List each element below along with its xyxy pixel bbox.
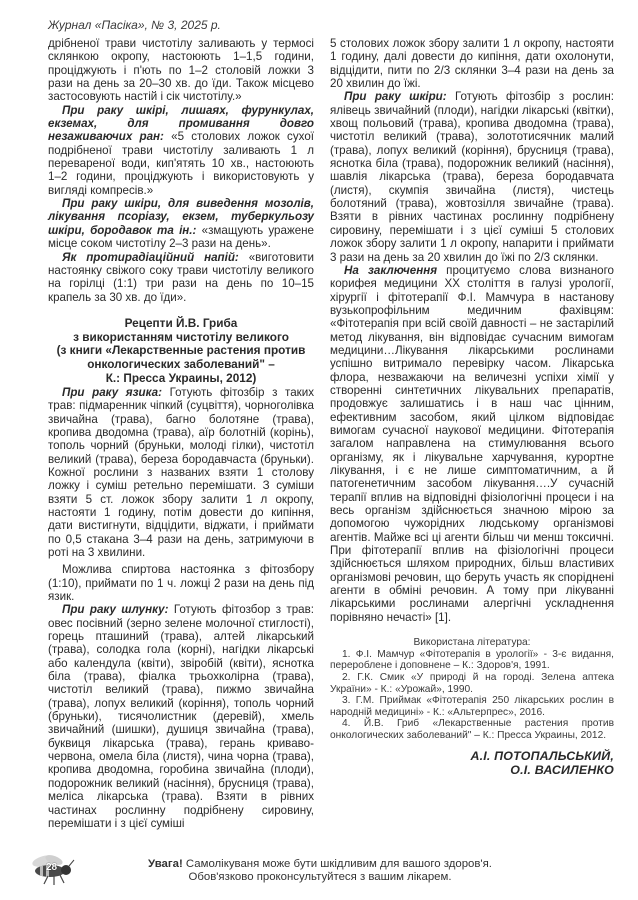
section-title-line: Рецепти Й.В. Гриба <box>124 315 238 330</box>
section-title-line: К.: Пресса Украины, 2012) <box>105 371 257 386</box>
paragraph <box>330 264 614 624</box>
paragraph-text: процитуємо слова визнаного корифея медицини XX століття в галузі урології, хірургії і фітотерапії Ф.І. Мамчура в настанову вузькопрофільним медичним фахівцям: «Фітотерапія при всій своїй давності – не застарілий метод лікування, він відповідає сучасним вимогам медицини…Лікування лікарськими рослинами успішно витримало перевірку часом. Лікарська флора, незважаючи на величезні успіхи хімії у створенні синтетичних лікувальних препаратів, продовжує залишатись і в наш час цінним, ефективним засобом, який цілком відповідає вимогам сучасної наукової медицини. Фітотерапія загалом направлена на стимулювання всього організму, як і лікувальне харчування, курортне лікування, і є не лише симптоматичним, а й патогенетичним засобом лікування….У сучасній терапії вплив на відповідні фізіологічні процеси і на весь організм здійснюється значною мірою за допомогою чужорідних людському організмові агентів. Майже всі ці агенти більш чи менш токсичні. При фітотерапії вплив на фізіологічні процеси здійснюється шляхом природних, більш властивих організмові речовин, що беруть участь як споріднені агенти в обміні речовин. А тому при лікуванні лікарськими рослинами алергічні ускладнення порівняно нечасті» [1]. <box>330 263 614 624</box>
paragraph-lead: При раку шлунку: <box>62 603 169 617</box>
section-title-line: з використанням чистотілу великого <box>73 329 289 344</box>
paragraph-text: «виготовити настоянку свіжого соку трави чистотілу великого на горілці (1:1) три рази на день по 10–15 крапель за 30 хв. до їди». <box>48 250 314 304</box>
left-column <box>48 37 314 830</box>
paragraph-lead: Як протирадіаційний напій: <box>62 250 239 264</box>
reference-item: 3. Г.М. Приймак «Фітотерапія 250 лікарських рослин в народній медицині» - К.: «Альтерпрес», 2016. <box>330 695 614 718</box>
references <box>330 637 614 741</box>
warning-text: Самолікуваня може бути шкідливим для вашого здоров'я. <box>182 858 492 870</box>
paragraph <box>48 386 314 559</box>
paragraph: Можлива спиртова настоянка з фітозбору (1:10), приймати по 1 ч. ложці 2 рази на день під язик. <box>48 563 314 604</box>
references-title: Використана література: <box>413 637 531 649</box>
right-column <box>330 37 614 777</box>
section-title <box>48 317 314 386</box>
paragraph-text: Готують фітозбір з таких трав: підмаренник чіпкий (суцвіття), чорноголівка звичайна (трава), багно болотяне (трава), кропива дводомна (трава), аїр болотній (корінь), тополь чорний (бруньки, молоді гілки), чистотіл великий (трава), береза бородавчаста (бруньки). Кожної рослини з названих взяти 1 столову ложку і суміш ретельно перемішати. З суміши взяти 5 ст. ложок збору залити 1 л окропу, настояти 1 годину, потім довести до кипіння, дати вистигнути, відцідити, віджати, і приймати по 0,5 стакана 3–4 рази на день, затримуючи в роті на 3 хвилини. <box>48 385 315 559</box>
warning-text: Обов'язково проконсультуйтеся з вашим лікарем. <box>188 871 452 883</box>
health-warning <box>140 858 500 884</box>
paragraph-lead: При раку язика: <box>62 385 162 399</box>
paragraph-text: Готують фітозбор з трав: овес посівний (зерно зелене молочної стиглості), горець пташиний (трава), алтей лікарський (трава), солодка гола (корні), нагідки лікарські або календула (квіти), звіробій (квіти), яснотка біла (трава), фіалка трьохколірна (трава), чистотіл великий (трава), пижмо звичайна (трава), лопух великий (коріння), тополь чорний (бруньки), тисячолистник (деревій), хмель звичайний (шишки), душиця звичайна (трава), буквиця лікарська (трава), герань криваво-червона, омела біла (листя), чина чорна (трава), кропива дводомна, горобина звичайна (плоди), подорожник великий (насіння), брусниця (трава), меліса лікарська (трава). Взяти в рівних частинах рослинну подрібнену сировину, перемішати і з цієї суміші <box>48 603 315 830</box>
paragraph-lead: При раку шкіри, для виведення мозолів, лікування псоріазу, екзем, туберкульозу шкіри, бородавок та ін.: <box>48 197 314 237</box>
page-number: 28 <box>46 862 58 873</box>
paragraph <box>48 603 314 830</box>
paragraph: 5 столових ложок збору залити 1 л окропу, настояти 1 годину, далі довести до кипіння, дати охолонути, відцідити, пити по 2/3 склянки 3–4 рази на день за 20 хвилин до їжі. <box>330 37 614 91</box>
reference-item: 2. Г.К. Смик «У природі й на городі. Зелена аптека України» - К.: «Урожай», 1990. <box>330 671 614 695</box>
paragraph: дрібненої трави чистотілу заливають у термосі склянкою окропу, настоюють 1–1,5 години, проціджують і п'ють по 1–2 столовій ложки 3 рази на день за 20–30 хв. до їди. Також місцево застосовують настій і сік чистотілу.» <box>48 37 314 104</box>
paragraph <box>330 90 614 263</box>
warning-label: Увага! <box>148 858 183 870</box>
paragraph <box>48 197 314 250</box>
paragraph-lead: При раку шкірі, лишаях, фурункулах, екземах, для промивання довго незаживаючих ран: <box>48 103 314 144</box>
paragraph-lead: На заключення <box>344 263 438 277</box>
paragraph <box>48 104 314 197</box>
paragraph-text: Готують фітозбір з рослин: ялівець звичайний (плоди), нагідки лікарські (квітки), хвощ польовий (трава), кропива дводомна (трава), чистотіл великий (трава), золототисячник малий (трава), лопух великий (коріння), брусниця (трава), яснотка біла (трава), подорожник великий (насіння), шавлія лікарська (трава), береза бородавчата (листя), скумпія звичайна (листя), чистець болотяний (трава), жовтозілля звичайне (трава). Взяти в рівних частинах рослинну подрібнену сировину, перемішати і з цієї суміші 5 столових ложок збору залити 1 л окропу, напарити і приймати 3 рази на день за 20 хвилин до їжі по 2/3 склянки. <box>330 90 614 264</box>
paragraph-lead: При раку шкіри: <box>344 90 447 104</box>
journal-header: Журнал «Пасіка», № 3, 2025 р. <box>48 18 221 32</box>
reference-item: 1. Ф.І. Мамчур «Фітотерапія в урології» - 3-є видання, перероблене і доповнене – К.: Здоров'я, 1991. <box>330 648 614 672</box>
author-name: А.І. ПОТОПАЛЬСЬКИЙ, <box>470 749 614 764</box>
authors <box>330 749 614 777</box>
paragraph-text: «змащують уражене місце соком чистотілу 2–3 рази на день». <box>48 223 314 251</box>
bee-icon <box>28 852 76 886</box>
author-name: О.І. ВАСИЛЕНКО <box>510 763 614 778</box>
reference-item: 4. Й.В. Гриб «Лекарственные растения против онкологических заболеваний" – К.: Пресса Украины, 2012. <box>330 718 614 741</box>
paragraph <box>48 251 314 304</box>
section-title-line: (з книги «Лекарственные растения против онкологических заболеваний" – <box>56 343 306 372</box>
paragraph-text: «5 столових ложок сухої подрібненої трави чистотілу заливають 1 л переваренoї води, кип'ятять 10 хв., настоюють 1–2 години, проціджують і використовують у вигляді компресів.» <box>48 130 314 197</box>
